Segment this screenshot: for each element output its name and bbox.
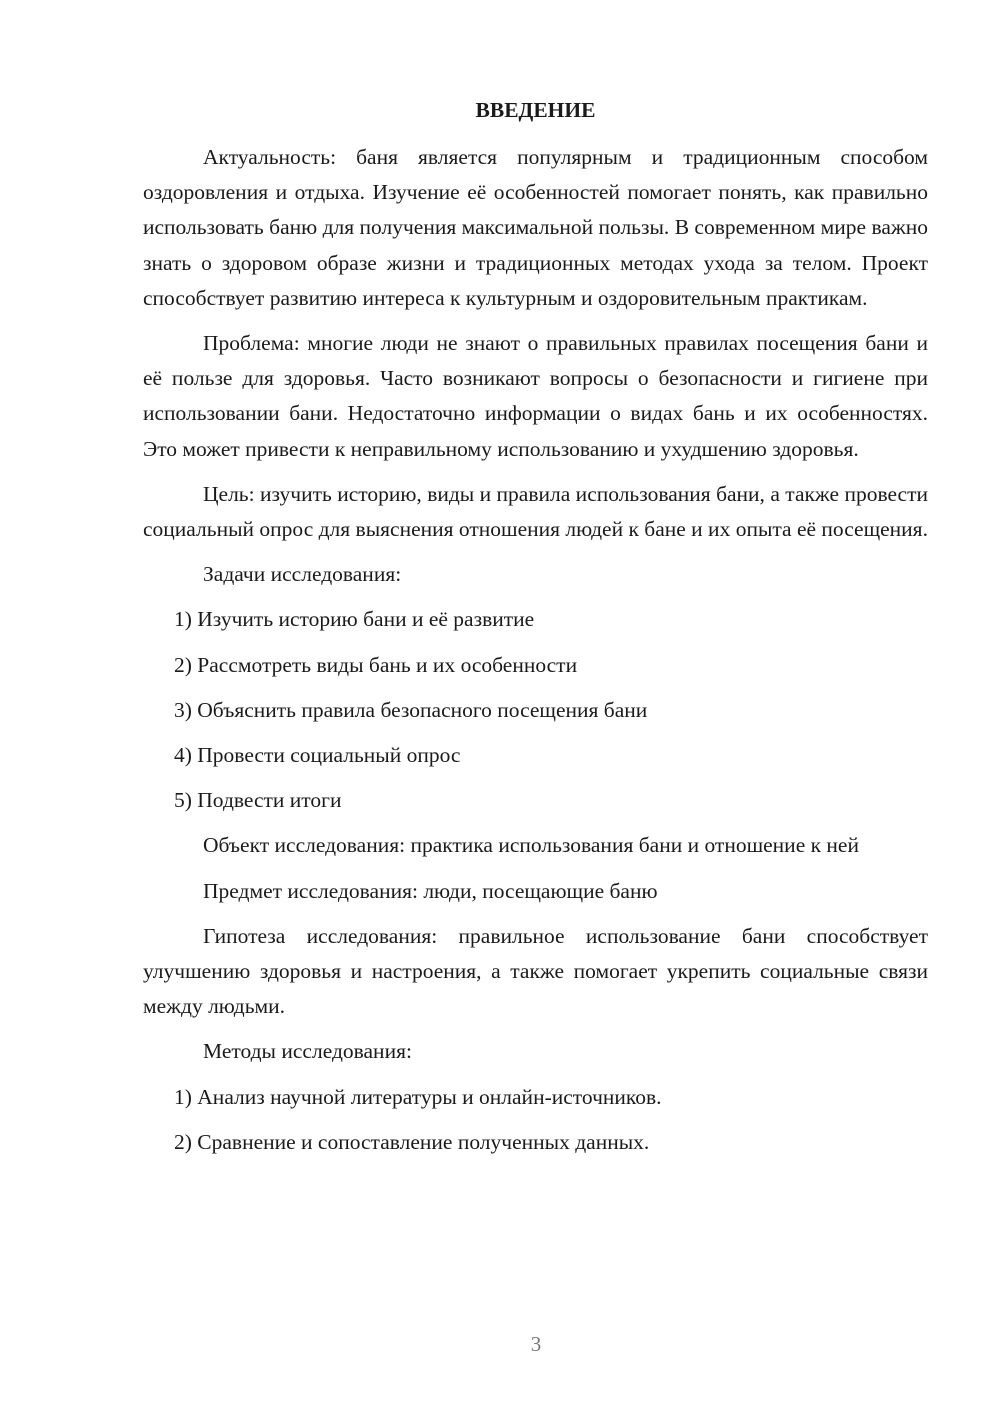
paragraph-goal: Цель: изучить историю, виды и правила использования бани, а также провести социальный опрос для выяснения отношения людей к бане и их опыта её посещения. — [143, 481, 928, 542]
paragraph-problem: Проблема: многие люди не знают о правильных правилах посещения бани и её пользе для здоровья. Часто возникают вопросы о безопасности и гигиене при использовании бани. Недостаточно информации о видах бань и их особенностях. Это может привести к неправильному использованию и ухудшению здоровья. — [143, 331, 928, 461]
section-title: ВВЕДЕНИЕ — [475, 98, 596, 122]
paragraph-subject: Предмет исследования: люди, посещающие баню — [203, 878, 658, 903]
paragraph-relevance: Актуальность: баня является популярным и традиционным способом оздоровления и отдыха. Изучение её особенностей помогает понять, как правильно использовать баню для получения максимальной пользы. В современном мире важно знать о здоровом образе жизни и традиционных методах ухода за телом. Проект способствует развитию интереса к культурным и оздоровительным практикам. — [143, 145, 928, 310]
list-item: 1) Изучить историю бани и её развитие — [174, 607, 535, 632]
tasks-list — [143, 602, 928, 818]
list-item: 3) Объяснить правила безопасного посещения бани — [174, 697, 648, 722]
list-item: 2) Рассмотреть виды бань и их особенности — [174, 652, 578, 677]
list-item: 1) Анализ научной литературы и онлайн-источников. — [174, 1084, 662, 1109]
list-item: 2) Сравнение и сопоставление полученных данных. — [174, 1129, 650, 1154]
page-number: 3 — [530, 1332, 542, 1356]
tasks-heading: Задачи исследования: — [203, 562, 402, 587]
methods-heading: Методы исследования: — [203, 1039, 412, 1064]
paragraph-object: Объект исследования: практика использования бани и отношение к ней — [203, 833, 859, 858]
list-item: 5) Подвести итоги — [174, 788, 342, 813]
methods-list — [143, 1080, 928, 1160]
document-body — [143, 93, 928, 1170]
paragraph-hypothesis: Гипотеза исследования: правильное использование бани способствует улучшению здоровья и настроения, а также помогает укрепить социальные связи между людьми. — [143, 923, 928, 1019]
list-item: 4) Провести социальный опрос — [174, 743, 461, 768]
